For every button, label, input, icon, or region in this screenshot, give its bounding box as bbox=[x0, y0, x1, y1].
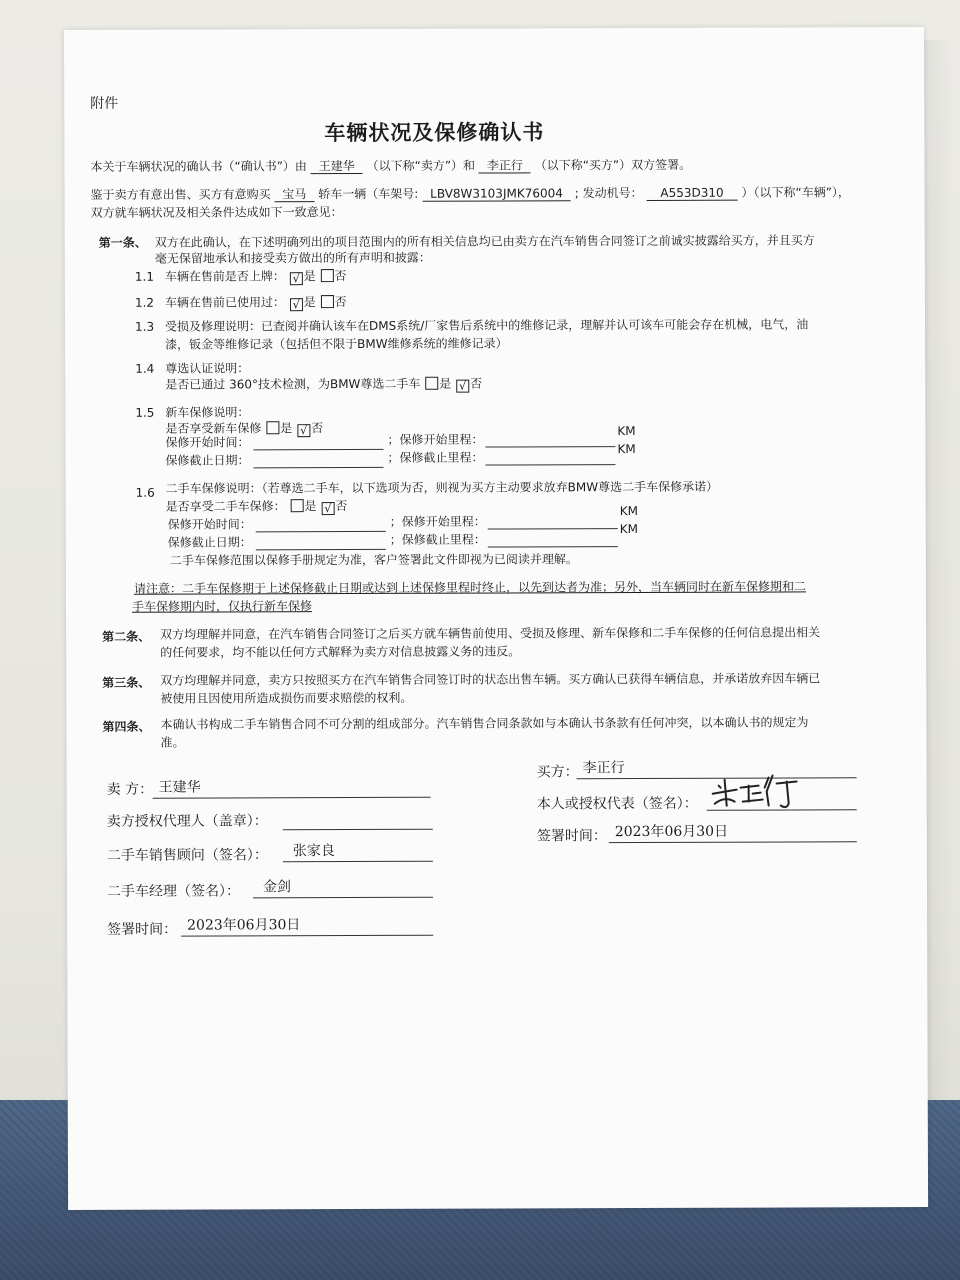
article-4-text-2: 准。 bbox=[160, 735, 185, 750]
item-1-1 bbox=[165, 269, 347, 286]
option-no: 否 bbox=[334, 295, 347, 310]
vehicle-line-2: 双方就车辆状况及相关条件达成如下一致意见： bbox=[90, 205, 343, 220]
checkbox-no: √ bbox=[456, 380, 469, 393]
checkbox-yes bbox=[266, 421, 279, 434]
warranty-scope: 二手车保修范围以保修手册规定为准，客户签署此文件即视为已阅读并理解。 bbox=[169, 552, 578, 568]
item-1-5-text-2: 是否享受新车保修 bbox=[165, 421, 262, 436]
item-1-6-num: 1.6 bbox=[135, 485, 155, 500]
consultant-signature: 张家良 bbox=[292, 843, 335, 860]
agent-label: 卖方授权代理人（盖章）： bbox=[106, 813, 268, 830]
blank-line bbox=[485, 446, 615, 447]
buyer-date-line bbox=[609, 841, 857, 843]
option-no: 否 bbox=[335, 499, 348, 514]
seller-date-label: 签署时间： bbox=[107, 921, 178, 938]
blank-line bbox=[488, 546, 618, 547]
checkbox-no: √ bbox=[297, 424, 310, 437]
vehicle-brand: 宝马 bbox=[274, 187, 314, 202]
item-1-4-num: 1.4 bbox=[135, 361, 155, 376]
item-1-1-num: 1.1 bbox=[134, 269, 154, 284]
buyer-date-label: 签署时间： bbox=[536, 828, 607, 845]
vehicle-vin: LBV8W3103JMK76004 bbox=[422, 186, 571, 202]
notice-line-2: 手车保修期内时，仅执行新车保修 bbox=[131, 599, 313, 614]
buyer-label: 买方： bbox=[536, 764, 579, 781]
option-no: 否 bbox=[334, 269, 347, 284]
checkbox-yes bbox=[290, 499, 303, 512]
manager-line bbox=[253, 897, 433, 899]
article-4-label: 第四条、 bbox=[102, 719, 151, 734]
buyer-value: 李正行 bbox=[582, 760, 625, 777]
intro-text-2: （以下称“卖方”）和 bbox=[366, 158, 476, 173]
warranty-start-time-label: 保修开始时间： bbox=[165, 435, 250, 450]
option-yes: 是 bbox=[280, 421, 293, 436]
item-1-6-text-2: 是否享受二手车保修： bbox=[165, 499, 286, 514]
intro-text-1: 本关于车辆状况的确认书（“确认书”）由 bbox=[90, 159, 307, 174]
agent-line bbox=[283, 829, 433, 831]
representative-label: 本人或授权代表（签名）： bbox=[536, 795, 698, 813]
article-1-label: 第一条、 bbox=[98, 235, 147, 250]
article-1-text-2: 毫无保留地承认和接受卖方做出的所有声明和披露： bbox=[154, 250, 431, 266]
article-3-text-1: 双方均理解并同意，卖方只按照买方在汽车销售合同签订时的状态出售车辆。买方确认已获得车辆信息，并承诺放弃因车辆已 bbox=[160, 671, 821, 688]
blank-line bbox=[256, 549, 386, 550]
manager-signature: 金剑 bbox=[262, 879, 292, 896]
intro-text-3: （以下称“买方”）双方签署。 bbox=[534, 157, 692, 173]
vehicle-engine: A553D310 bbox=[646, 186, 737, 201]
seller-date: 2023年06月30日 bbox=[187, 917, 301, 934]
buyer-handwritten-signature bbox=[707, 765, 817, 815]
km-unit: KM bbox=[619, 521, 639, 537]
item-1-6 bbox=[166, 499, 348, 516]
warranty-end-km-label: ；保修截止里程： bbox=[387, 450, 484, 465]
km-unit: KM bbox=[617, 442, 636, 457]
warranty-end-km-label: ；保修截止里程： bbox=[389, 532, 486, 547]
checkbox-yes bbox=[425, 377, 438, 390]
item-1-4-text-1: 尊选认证说明： bbox=[165, 361, 250, 376]
item-1-2-text: 车辆在售前已使用过： bbox=[164, 295, 285, 310]
intro-seller: 王建华 bbox=[311, 159, 363, 174]
km-unit: KM bbox=[617, 424, 636, 439]
blank-line bbox=[486, 464, 616, 465]
document-title: 车辆状况及保修确认书 bbox=[324, 120, 545, 146]
warranty-end-date-label: 保修截止日期： bbox=[167, 535, 252, 550]
buyer-date: 2023年06月30日 bbox=[614, 823, 729, 841]
intro-line bbox=[90, 158, 691, 174]
article-3-label: 第三条、 bbox=[102, 675, 151, 690]
vehicle-text-2: 轿车一辆（车架号: bbox=[318, 186, 419, 202]
blank-line bbox=[256, 531, 386, 532]
warranty-start-time-label: 保修开始时间： bbox=[167, 517, 252, 532]
notice-line-1: 请注意：二手车保修期于上述保修截止日期或达到上述保修里程时终止，以先到达者为准；另外，当车辆同时在新车保修期和二 bbox=[133, 579, 806, 596]
item-1-3-text-1: 受损及修理说明：已查阅并确认该车在DMS系统/厂家售后系统中的维修记录，理解并认可该车可能会存在机械，电气，油 bbox=[165, 317, 809, 334]
option-no: 否 bbox=[311, 421, 324, 436]
checkbox-no bbox=[321, 295, 334, 308]
warranty-start-km-label: ；保修开始里程： bbox=[387, 432, 484, 447]
item-1-6-text-1: 二手车保修说明：（若尊选二手车，以下选项为否，则视为买方主动要求放弃BMW尊选二手车保修承诺） bbox=[165, 479, 719, 496]
option-no: 否 bbox=[470, 376, 483, 391]
seller-value: 王建华 bbox=[158, 779, 201, 796]
warranty-end-date-label: 保修截止日期： bbox=[165, 453, 250, 468]
item-1-3-num: 1.3 bbox=[135, 319, 155, 334]
item-1-2-num: 1.2 bbox=[134, 295, 155, 310]
vehicle-text-3: ; 发动机号： bbox=[574, 185, 643, 201]
document-page bbox=[64, 27, 928, 1210]
item-1-2 bbox=[165, 295, 347, 312]
seller-line bbox=[153, 797, 431, 799]
consultant-label: 二手车销售顾问（签名）： bbox=[106, 847, 268, 864]
article-2-label: 第二条、 bbox=[102, 629, 151, 644]
vehicle-text-1: 鉴于卖方有意出售、买方有意购买 bbox=[90, 187, 271, 202]
item-1-4-text-2: 是否已通过 360°技术检测，为BMW尊选二手车 bbox=[165, 376, 421, 392]
item-1-5-text-1: 新车保修说明： bbox=[165, 405, 250, 420]
vehicle-text-4: ）（以下称“车辆”）， bbox=[741, 185, 850, 200]
item-1-4 bbox=[165, 377, 482, 394]
attachment-label: 附件 bbox=[90, 95, 119, 112]
article-1-text-1: 双方在此确认，在下述明确列出的项目范围内的所有相关信息均已由卖方在汽车销售合同签订之前诚实披露给买方，并且买方 bbox=[154, 233, 815, 250]
checkbox-yes: √ bbox=[290, 272, 303, 285]
checkbox-yes: √ bbox=[290, 298, 303, 311]
consultant-line bbox=[283, 861, 433, 863]
option-yes: 是 bbox=[439, 376, 452, 391]
intro-buyer: 李正行 bbox=[479, 158, 531, 173]
seller-label: 卖 方： bbox=[106, 781, 154, 798]
item-1-5-num: 1.5 bbox=[135, 405, 155, 420]
blank-line bbox=[488, 528, 618, 529]
blank-line bbox=[254, 467, 384, 468]
vehicle-line bbox=[91, 185, 850, 202]
checkbox-no: √ bbox=[321, 502, 334, 515]
km-unit: KM bbox=[619, 503, 638, 519]
manager-label: 二手车经理（签名）： bbox=[106, 883, 241, 900]
article-3-text-2: 被使用且因使用所造成损伤而要求赔偿的权利。 bbox=[160, 690, 413, 706]
option-yes: 是 bbox=[304, 499, 317, 514]
option-yes: 是 bbox=[303, 295, 316, 310]
option-yes: 是 bbox=[303, 269, 316, 284]
article-2-text-2: 的任何要求，均不能以任何方式解释为卖方对信息披露义务的违反。 bbox=[160, 644, 521, 660]
article-2-text-1: 双方均理解并同意，在汽车销售合同签订之后买方就车辆售前使用、受损及修理、新车保修和二手车保修的任何信息提出相关 bbox=[160, 625, 821, 642]
item-1-1-text: 车辆在售前是否上牌： bbox=[164, 269, 285, 284]
blank-line bbox=[253, 449, 383, 450]
item-1-3-text-2: 漆，钣金等维修记录（包括但不限于BMW维修系统的维修记录） bbox=[165, 336, 508, 352]
article-4-text-1: 本确认书构成二手车销售合同不可分割的组成部分。汽车销售合同条款如与本确认书条款有任何冲突，以本确认书的规定为 bbox=[160, 715, 809, 732]
checkbox-no bbox=[321, 269, 334, 282]
warranty-start-km-label: ；保修开始里程： bbox=[389, 514, 486, 529]
seller-date-line bbox=[181, 935, 433, 937]
